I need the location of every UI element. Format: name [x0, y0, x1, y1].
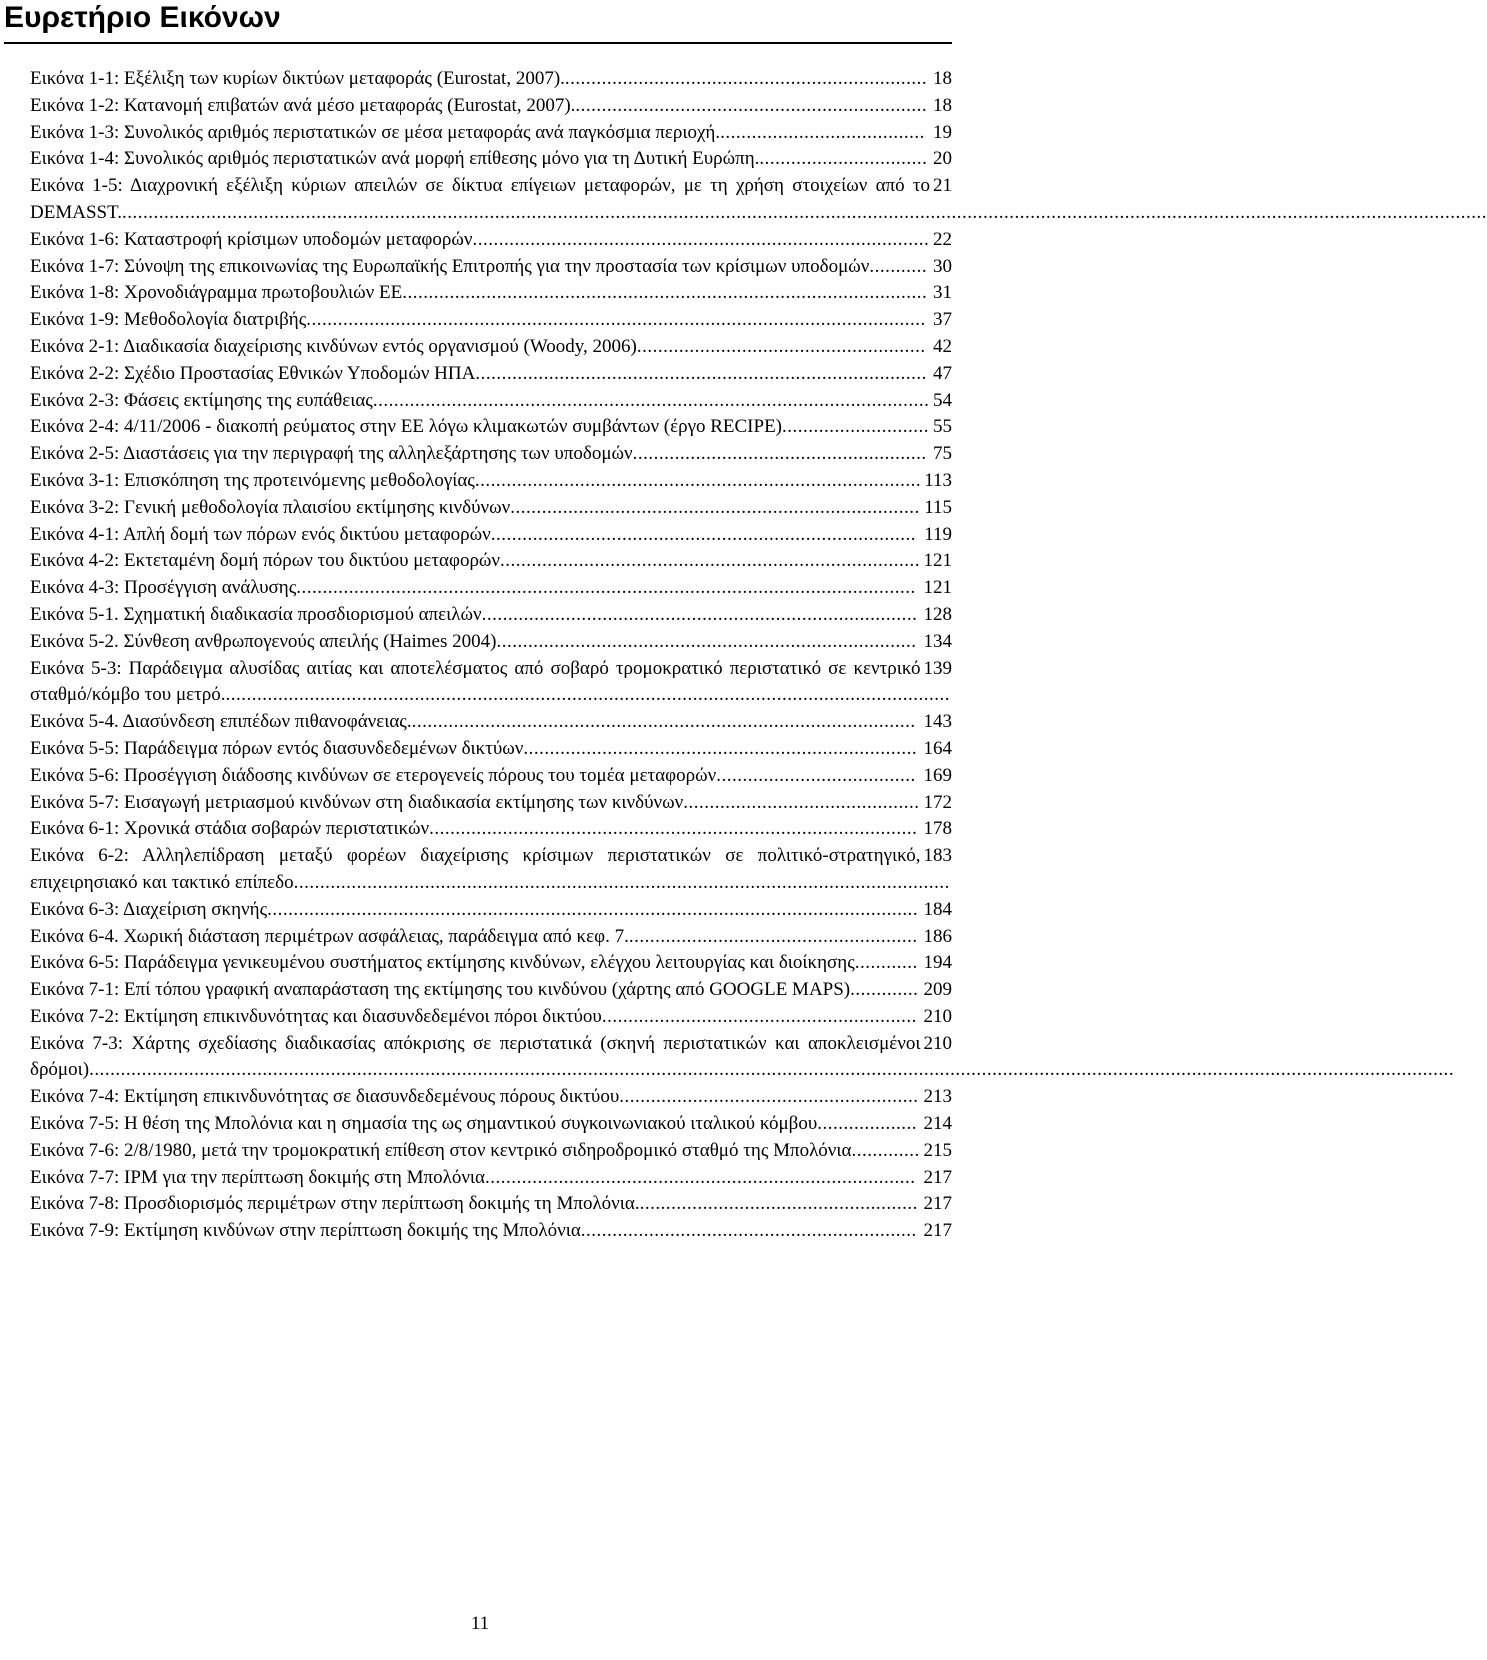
figure-index-entry[interactable]	[30, 709, 952, 736]
entry-page-number: 121	[921, 575, 953, 602]
dot-leader: ..........................................................................................................	[372, 389, 930, 411]
entry-title: Εικόνα 3-2: Γενική μεθοδολογία πλαισίου εκτίμησης κινδύνων	[30, 496, 511, 518]
entry-page-number: 20	[930, 146, 952, 173]
figure-index-entry[interactable]	[30, 468, 952, 495]
dot-leader: ..................................................................................	[484, 1166, 916, 1188]
entry-page-number: 172	[921, 790, 953, 817]
dot-leader: ...........	[869, 255, 928, 277]
entry-page-number: 22	[930, 227, 952, 254]
dot-leader: .........................................................	[619, 1086, 919, 1108]
dot-leader: ................................................................................	[500, 550, 921, 572]
entry-page-number: 121	[921, 548, 953, 575]
figure-index-entry[interactable]	[30, 146, 952, 173]
entry-title: Εικόνα 2-3: Φάσεις εκτίμησης της ευπάθειας	[30, 389, 373, 411]
figure-index-entry[interactable]	[30, 843, 952, 897]
dot-leader: ................................	[759, 148, 928, 170]
entry-page-number: 119	[921, 522, 952, 549]
figure-index-entry[interactable]	[30, 656, 952, 710]
entry-title: Εικόνα 2-1: Διαδικασία διαχείρισης κινδύνων εντός οργανισμού (Woody, 2006)	[30, 335, 637, 357]
figure-index-entry[interactable]	[30, 1191, 952, 1218]
entry-page-number: 186	[921, 924, 953, 951]
entry-title: Εικόνα 1-7: Σύνοψη της επικοινωνίας της Ευρωπαϊκής Επιτροπής για την προστασία των κρίσιμων υποδομών	[30, 255, 870, 277]
dot-leader: ........................................................	[632, 443, 927, 465]
figure-index-entry[interactable]	[30, 736, 952, 763]
entry-title: Εικόνα 7-4: Εκτίμηση επικινδυνότητας σε διασυνδεδεμένους πόρους δικτύου	[30, 1086, 620, 1108]
dot-leader: ...................................................................................	[481, 603, 918, 625]
figure-index-entry[interactable]	[30, 495, 952, 522]
entry-page-number: 31	[930, 280, 952, 307]
entry-title: Εικόνα 5-5: Παράδειγμα πόρων εντός διασυνδεδεμένων δικτύων	[30, 737, 524, 759]
entry-page-number: 134	[921, 629, 953, 656]
entry-title: Εικόνα 5-2. Σύνθεση ανθρωπογενούς απειλής (Haimes 2004)	[30, 630, 497, 652]
dot-leader: .............	[850, 979, 919, 1001]
dot-leader: ............	[854, 952, 918, 974]
figure-index-entry[interactable]	[30, 93, 952, 120]
entry-title: Εικόνα 7-3: Χάρτης σχεδίασης διαδικασίας απόκρισης σε περιστατικά (σκηνή περιστατικών και αποκλεισμένοι δρόμοι)	[30, 1032, 921, 1081]
entry-page-number: 75	[930, 441, 952, 468]
page-number: 11	[470, 1613, 490, 1634]
dot-leader: ...........................................................................	[523, 737, 918, 759]
figure-index-entry[interactable]	[30, 173, 1487, 227]
entry-page-number: 37	[930, 307, 952, 334]
entry-page-number: 113	[921, 468, 952, 495]
entry-title: Εικόνα 7-9: Εκτίμηση κινδύνων στην περίπτωση δοκιμής της Μπολόνια	[30, 1220, 581, 1242]
figure-index-entry[interactable]	[30, 307, 952, 334]
dot-leader: .................................................................................	[490, 523, 916, 545]
entry-title: Εικόνα 7-1: Επί τόπου γραφική αναπαράσταση της εκτίμησης του κινδύνου (χάρτης από GOOGLE MAPS)	[30, 979, 851, 1001]
entry-page-number: 128	[921, 602, 953, 629]
dot-leader: .......................................................	[636, 335, 926, 357]
dot-leader: ...................................................................	[575, 94, 928, 116]
entry-page-number: 18	[930, 66, 952, 93]
dot-leader: .............................................................................................................................	[293, 871, 950, 893]
figure-index-entry[interactable]	[30, 629, 952, 656]
entry-page-number: 139	[921, 656, 953, 683]
figure-index-entry[interactable]	[30, 1138, 952, 1165]
entry-title: Εικόνα 7-6: 2/8/1980, μετά την τρομοκρατική επίθεση στον κεντρικό σιδηροδρομικό σταθμό της Μπολόνια	[30, 1139, 852, 1161]
entry-page-number: 183	[921, 843, 953, 870]
dot-leader: ............................................................	[601, 1005, 917, 1027]
dot-leader: ....................................................................................................................................................................................................................................................................	[89, 1059, 1455, 1081]
entry-page-number: 213	[921, 1084, 953, 1111]
dot-leader: .....................................................................................	[474, 469, 922, 491]
entry-page-number: 178	[921, 816, 953, 843]
entry-title: Εικόνα 4-3: Προσέγγιση ανάλυσης	[30, 577, 297, 599]
figure-index-entry[interactable]	[30, 388, 952, 415]
entry-title: Εικόνα 7-7: IPM για την περίπτωση δοκιμής στη Μπολόνια	[30, 1166, 485, 1188]
entry-title: Εικόνα 5-7: Εισαγωγή μετριασμού κινδύνων στη διαδικασία εκτίμησης των κινδύνων	[30, 791, 684, 813]
entry-page-number: 169	[921, 763, 953, 790]
entry-title: Εικόνα 4-1: Απλή δομή των πόρων ενός δικτύου μεταφορών	[30, 523, 491, 545]
entry-page-number: 55	[930, 414, 952, 441]
figure-index-entry[interactable]	[30, 66, 952, 93]
dot-leader: ..........................................................................................................................................	[225, 684, 950, 706]
figure-index-entry[interactable]	[30, 522, 952, 549]
entry-page-number: 214	[921, 1111, 953, 1138]
dot-leader: .............................................	[683, 791, 920, 813]
figure-index-entry[interactable]	[30, 280, 952, 307]
dot-leader: .............	[851, 1139, 920, 1161]
entry-page-number: 217	[921, 1165, 953, 1192]
dot-leader: .......................................	[720, 121, 925, 143]
dot-leader: ......................................	[716, 764, 916, 786]
entry-title: Εικόνα 5-3: Παράδειγμα αλυσίδας αιτίας και αποτελέσματος από σοβαρό τρομοκρατικό περιστατικό σε κεντρικό σταθμό/κόμβο του μετρό.	[30, 657, 921, 706]
entry-page-number: 217	[921, 1191, 953, 1218]
entry-page-number: 19	[930, 120, 952, 147]
entry-page-number: 115	[921, 495, 952, 522]
figure-index-entry[interactable]	[30, 120, 952, 147]
dot-leader: ....................................................................................................	[402, 282, 928, 304]
entry-title: Εικόνα 2-2: Σχέδιο Προστασίας Εθνικών Υποδομών ΗΠΑ	[30, 362, 476, 384]
entry-page-number: 209	[921, 977, 953, 1004]
entry-page-number: 184	[921, 897, 953, 924]
figure-index-entry[interactable]	[30, 334, 952, 361]
figure-index-entry[interactable]	[30, 441, 952, 468]
entry-page-number: 210	[921, 1004, 953, 1031]
page-title: Ευρετήριο Εικόνων	[4, 0, 952, 44]
entry-page-number: 18	[930, 93, 952, 120]
dot-leader: ......................................................................................................................	[296, 577, 916, 599]
entry-page-number: 215	[921, 1138, 953, 1165]
figure-index-entry[interactable]	[30, 816, 952, 843]
entry-title: Εικόνα 1-1: Εξέλιξη των κυρίων δικτύων μεταφοράς (Eurostat, 2007).	[30, 68, 565, 89]
figure-index-entry[interactable]	[30, 1218, 952, 1245]
entry-title: Εικόνα 1-3: Συνολικός αριθμός περιστατικών σε μέσα μεταφοράς ανά παγκόσμια περιοχή.	[30, 121, 721, 143]
entry-page-number: 143	[921, 709, 953, 736]
dot-leader: ......................................................................................................................	[306, 309, 926, 331]
entry-page-number: 30	[930, 254, 952, 281]
entry-title: Εικόνα 6-5: Παράδειγμα γενικευμένου συστήματος εκτίμησης κινδύνων, ελέγχου λειτουργίας και διοίκησης	[30, 952, 855, 974]
entry-title: Εικόνα 1-8: Χρονοδιάγραμμα πρωτοβουλιών ΕΕ	[30, 282, 403, 304]
entry-title: Εικόνα 5-4. Διασύνδεση επιπέδων πιθανοφάνειας.	[30, 711, 412, 733]
entry-page-number: 42	[930, 334, 952, 361]
figure-index-entry[interactable]	[30, 254, 952, 281]
figure-index-entry[interactable]	[30, 602, 952, 629]
entry-page-number: 217	[921, 1218, 953, 1245]
dot-leader: .....................................................	[639, 1193, 918, 1215]
entry-title: Εικόνα 6-3: Διαχείριση σκηνής	[30, 898, 268, 920]
entry-title: Εικόνα 3-1: Επισκόπηση της προτεινόμενης μεθοδολογίας	[30, 469, 475, 491]
entry-page-number: 164	[921, 736, 953, 763]
dot-leader: .......................................................	[628, 925, 918, 947]
entry-title: Εικόνα 5-1. Σχηματική διαδικασία προσδιορισμού απειλών	[30, 603, 482, 625]
figure-index-entry[interactable]	[30, 414, 952, 441]
entry-title: Εικόνα 1-5: Διαχρονική εξέλιξη κύριων απειλών σε δίκτυα επίγειων μεταφορών, με τη χρήση στοιχείων από το DEMASST.	[30, 175, 930, 223]
dot-leader: ...................	[817, 1113, 917, 1135]
entry-title: Εικόνα 2-5: Διαστάσεις για την περιγραφή της αλληλεξάρτησης των υποδομών	[30, 443, 633, 465]
dot-leader: ................................................................................................	[411, 711, 916, 733]
entry-title: Εικόνα 6-4. Χωρική διάσταση περιμέτρων ασφάλειας, παράδειγμα από κεφ. 7.	[30, 925, 629, 947]
entry-title: Εικόνα 1-9: Μεθοδολογία διατριβής	[30, 309, 307, 331]
dot-leader: ................................................................................	[496, 630, 917, 652]
entry-page-number: 47	[930, 361, 952, 388]
entry-title: Εικόνα 1-2: Κατανομή επιβατών ανά μέσο μεταφοράς (Eurostat, 2007).	[30, 94, 576, 116]
figure-index-entry[interactable]	[30, 790, 952, 817]
dot-leader: .............................................................................................	[429, 818, 918, 840]
figure-index-entry[interactable]	[30, 924, 952, 951]
figure-index-entry[interactable]	[30, 897, 952, 924]
entry-title: Εικόνα 7-2: Εκτίμηση επικινδυνότητας και διασυνδεδεμένοι πόροι δικτύου	[30, 1005, 602, 1027]
dot-leader: ....................................................................................................................................................................................................................................................................	[122, 201, 1487, 223]
figure-index-entry[interactable]	[30, 1111, 952, 1138]
figure-index-entry[interactable]	[30, 548, 952, 575]
entry-title: Εικόνα 1-4: Συνολικός αριθμός περιστατικών ανά μορφή επίθεσης μόνο για τη Δυτική Ευρώπη.	[30, 148, 760, 170]
entry-page-number: 194	[921, 950, 953, 977]
entry-page-number: 54	[930, 388, 952, 415]
figure-index-list	[30, 66, 1487, 1245]
dot-leader: .......................................................................................	[472, 228, 930, 250]
entry-title: Εικόνα 2-4: 4/11/2006 - διακοπή ρεύματος στην ΕΕ λόγω κλιμακωτών συμβάντων (έργο RECIPE)	[30, 416, 783, 438]
figure-index-entry[interactable]	[30, 1084, 952, 1111]
entry-title: Εικόνα 4-2: Εκτεταμένη δομή πόρων του δικτύου μεταφορών	[30, 550, 501, 572]
entry-title: Εικόνα 7-8: Προσδιορισμός περιμέτρων στην περίπτωση δοκιμής τη Μπολόνια.	[30, 1193, 640, 1215]
figure-index-entry[interactable]	[30, 763, 952, 790]
entry-title: Εικόνα 6-1: Χρονικά στάδια σοβαρών περιστατικών	[30, 818, 430, 840]
entry-title: Εικόνα 1-6: Καταστροφή κρίσιμων υποδομών μεταφορών	[30, 228, 473, 250]
entry-title: Εικόνα 7-5: Η θέση της Μπολόνια και η σημασία της ως σημαντικού συγκοινωνιακού ιταλικού κόμβου	[30, 1113, 818, 1135]
entry-title: Εικόνα 6-2: Αλληλεπίδραση μεταξύ φορέων διαχείρισης κρίσιμων περιστατικών σε πολιτικό-στρατηγικό, επιχειρησιακό και τακτικό επίπεδο	[30, 845, 921, 893]
dot-leader: ......................................................................................	[475, 362, 927, 384]
entry-title: Εικόνα 5-6: Προσέγγιση διάδοσης κινδύνων σε ετερογενείς πόρους του τομέα μεταφορών	[30, 764, 717, 786]
entry-page-number: 210	[921, 1031, 953, 1058]
dot-leader: ..............................................................................	[510, 496, 920, 518]
dot-leader: ............................	[782, 416, 930, 438]
figure-index-entry[interactable]	[30, 575, 952, 602]
figure-index-entry[interactable]	[30, 950, 952, 977]
figure-index-entry[interactable]	[30, 1165, 952, 1192]
figure-index-entry[interactable]	[30, 361, 952, 388]
dot-leader: ............................................................................................................................	[267, 898, 919, 920]
figure-index-entry[interactable]	[30, 1004, 952, 1031]
entry-page-number: 21	[930, 173, 952, 200]
figure-index-entry[interactable]	[30, 1031, 1455, 1085]
figure-index-entry[interactable]	[30, 227, 952, 254]
figure-index-entry[interactable]	[30, 977, 952, 1004]
dot-leader: ................................................................	[580, 1220, 917, 1242]
dot-leader: .....................................................................	[564, 68, 928, 89]
